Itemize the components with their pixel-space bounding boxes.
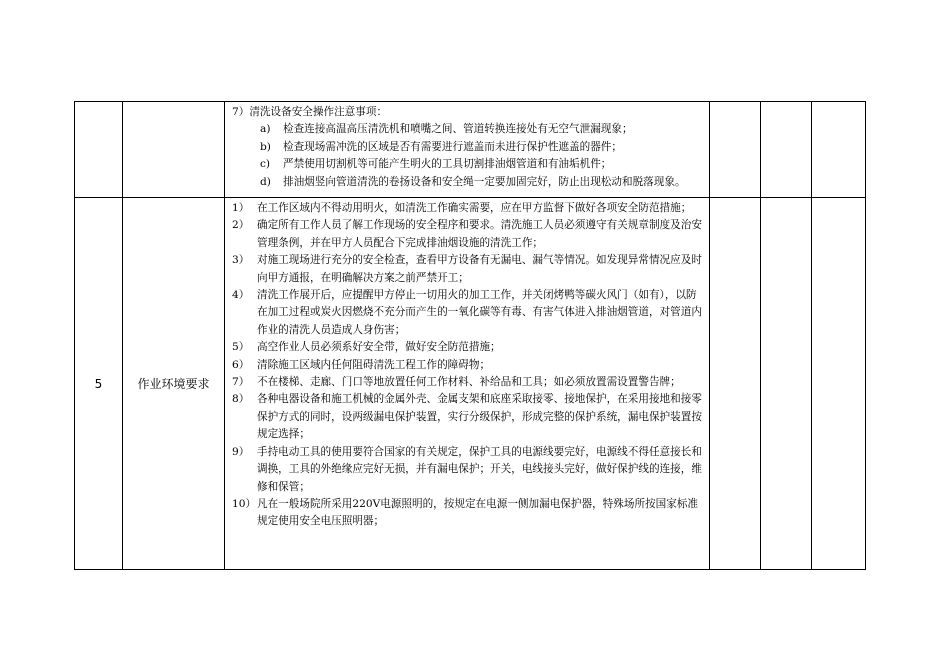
list-item: b) 检查现场需冲洗的区域是否有需要进行遮盖而未进行保护性遮盖的器件； bbox=[260, 140, 622, 153]
list-item: d) 排油烟竖向管道清洗的卷扬设备和安全绳一定要加固完好，防止出现松动和脱落现象。 bbox=[260, 175, 686, 188]
requirements-table bbox=[74, 101, 866, 570]
cell-content-row5 bbox=[225, 198, 710, 570]
row-number: 5 bbox=[75, 198, 123, 570]
cell-empty bbox=[761, 198, 812, 570]
list-item: 8） 各种电器设备和施工机械的金属外壳、金属支架和底座采取接零、接地保护，在采用接地和接零保护方式的同时，设两级漏电保护装置，实行分级保护，形成完整的保护系统，漏电保护装置按规定选择； bbox=[232, 393, 702, 441]
row-title: 作业环境要求 bbox=[123, 198, 225, 570]
list-item: 10） 凡在一般场院所采用220V电源照明的，按规定在电源一侧加漏电保护器，特殊场所按国家标准规定使用安全电压照明器； bbox=[232, 497, 699, 528]
table-row-previous bbox=[75, 102, 866, 198]
list-item: 6） 清除施工区域内任何阻碍清洗工程工作的障碍物； bbox=[232, 358, 491, 371]
cell-empty bbox=[761, 102, 812, 198]
cell-title-empty bbox=[123, 102, 225, 198]
list-item: 9） 手持电动工具的使用要符合国家的有关规定，保护工具的电源线要完好，电源线不得任意接长和调换，工具的外绝缘应完好无损，并有漏电保护；开关，电线接头完好，做好保护线的连接，维修和保管； bbox=[232, 445, 702, 493]
list-item: 4） 清洗工作展开后，应提醒甲方停止一切用火的加工工作，并关闭烤鸭等碳火风门（如有），以防在加工过程或炭火因燃烧不充分而产生的一氧化碳等有毒、有害气体进入排油烟管道，对管道内作业的清洗人员造成人身伤害； bbox=[232, 289, 702, 336]
list-item: 2） 确定所有工作人员了解工作现场的安全程序和要求。清洗施工人员必须遵守有关规章制度及治安管理条例，并在甲方人员配合下完成排油烟设施的清洗工作； bbox=[232, 219, 702, 249]
list-item: 5） 高空作业人员必须系好安全带，做好安全防范措施； bbox=[232, 341, 501, 354]
list-item: 3） 对施工现场进行充分的安全检查，查看甲方设备有无漏电、漏气等情况。如发现异常情况应及时向甲方通报，在明确解决方案之前严禁开工； bbox=[232, 254, 702, 284]
list-item: a) 检查连接高温高压清洗机和喷嘴之间、管道转换连接处有无空气泄漏现象； bbox=[260, 123, 633, 136]
cell-empty bbox=[710, 102, 761, 198]
cell-empty bbox=[812, 198, 866, 570]
list-item: c) 严禁使用切割机等可能产生明火的工具切割排油烟管道和有油垢机件； bbox=[260, 158, 612, 171]
cell-empty bbox=[812, 102, 866, 198]
list-item: 1） 在工作区域内不得动用明火，如清洗工作确实需要，应在甲方监督下做好各项安全防范措施； bbox=[232, 202, 692, 214]
cell-number-empty bbox=[75, 102, 123, 198]
table-row-5 bbox=[75, 198, 866, 570]
list-item: 7） 不在楼梯、走廊、门口等地放置任何工作材料、补给品和工具；如必须放置需设置警告牌； bbox=[232, 376, 681, 389]
cell-content-previous bbox=[225, 102, 710, 198]
cell-empty bbox=[710, 198, 761, 570]
section-heading: 7）清洗设备安全操作注意事项： bbox=[232, 106, 388, 118]
